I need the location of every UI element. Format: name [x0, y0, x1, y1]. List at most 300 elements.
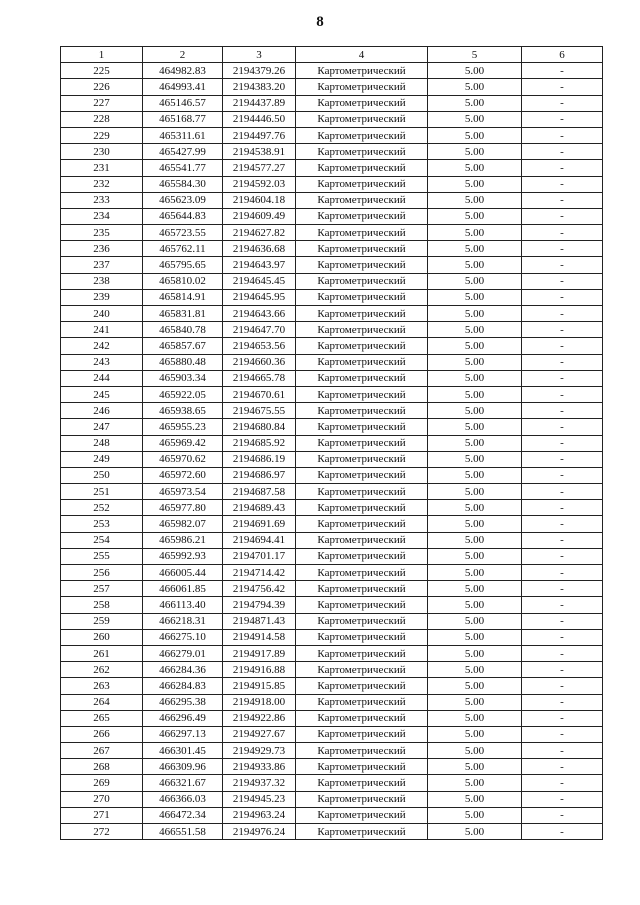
table-row	[61, 645, 603, 661]
table-row	[61, 662, 603, 678]
table-cell: -	[522, 662, 603, 678]
table-cell: -	[522, 645, 603, 661]
table-row	[61, 694, 603, 710]
table-cell: 465880.48	[143, 354, 223, 370]
table-cell: Картометрический	[296, 273, 428, 289]
table-row	[61, 775, 603, 791]
table-cell: Картометрический	[296, 160, 428, 176]
table-cell: -	[522, 500, 603, 516]
table-row	[61, 791, 603, 807]
table-cell: 237	[61, 257, 143, 273]
table-cell: -	[522, 824, 603, 840]
table-cell: Картометрический	[296, 322, 428, 338]
table-row	[61, 241, 603, 257]
table-cell: 2194645.45	[223, 273, 296, 289]
table-cell: 466113.40	[143, 597, 223, 613]
table-cell: 243	[61, 354, 143, 370]
table-cell: 466551.58	[143, 824, 223, 840]
table-cell: 465623.09	[143, 192, 223, 208]
table-cell: 5.00	[428, 208, 522, 224]
table-cell: 250	[61, 467, 143, 483]
table-cell: -	[522, 403, 603, 419]
table-cell: 466284.83	[143, 678, 223, 694]
table-cell: 256	[61, 565, 143, 581]
table-cell: 5.00	[428, 144, 522, 160]
table-cell: Картометрический	[296, 775, 428, 791]
table-cell: -	[522, 79, 603, 95]
table-cell: 5.00	[428, 306, 522, 322]
table-row	[61, 629, 603, 645]
table-cell: 269	[61, 775, 143, 791]
table-cell: 5.00	[428, 95, 522, 111]
table-cell: 464993.41	[143, 79, 223, 95]
table-cell: -	[522, 63, 603, 79]
table-cell: 5.00	[428, 63, 522, 79]
table-cell: 259	[61, 613, 143, 629]
table-cell: Картометрический	[296, 532, 428, 548]
table-cell: -	[522, 548, 603, 564]
table-cell: -	[522, 743, 603, 759]
table-cell: 2194577.27	[223, 160, 296, 176]
table-row	[61, 516, 603, 532]
table-cell: 254	[61, 532, 143, 548]
table-cell: 5.00	[428, 484, 522, 500]
table-cell: 2194694.41	[223, 532, 296, 548]
table-row	[61, 176, 603, 192]
table-cell: 465982.07	[143, 516, 223, 532]
table-row	[61, 257, 603, 273]
table-row	[61, 565, 603, 581]
table-cell: -	[522, 160, 603, 176]
table-cell: 5.00	[428, 807, 522, 823]
table-cell: -	[522, 127, 603, 143]
table-cell: 245	[61, 386, 143, 402]
table-cell: 2194927.67	[223, 726, 296, 742]
table-cell: 2194933.86	[223, 759, 296, 775]
table-cell: 2194446.50	[223, 111, 296, 127]
table-cell: 466321.67	[143, 775, 223, 791]
table-cell: 5.00	[428, 273, 522, 289]
table-cell: -	[522, 306, 603, 322]
table-cell: 2194437.89	[223, 95, 296, 111]
table-cell: 466297.13	[143, 726, 223, 742]
table-cell: 5.00	[428, 824, 522, 840]
table-cell: -	[522, 192, 603, 208]
table-cell: 2194756.42	[223, 581, 296, 597]
table-cell: -	[522, 144, 603, 160]
table-cell: 231	[61, 160, 143, 176]
table-cell: 5.00	[428, 678, 522, 694]
table-cell: 5.00	[428, 451, 522, 467]
table-cell: 2194670.61	[223, 386, 296, 402]
table-cell: 247	[61, 419, 143, 435]
table-cell: 5.00	[428, 581, 522, 597]
table-cell: Картометрический	[296, 79, 428, 95]
table-cell: 465986.21	[143, 532, 223, 548]
table-cell: 5.00	[428, 370, 522, 386]
table-cell: 271	[61, 807, 143, 823]
table-cell: 466275.10	[143, 629, 223, 645]
table-row	[61, 306, 603, 322]
table-cell: Картометрический	[296, 726, 428, 742]
table-cell: 2194937.32	[223, 775, 296, 791]
table-cell: 266	[61, 726, 143, 742]
table-row	[61, 678, 603, 694]
table-cell: 2194604.18	[223, 192, 296, 208]
table-cell: 5.00	[428, 613, 522, 629]
table-row	[61, 144, 603, 160]
table-cell: 2194538.91	[223, 144, 296, 160]
table-cell: 252	[61, 500, 143, 516]
table-cell: 2194914.58	[223, 629, 296, 645]
table-cell: 465938.65	[143, 403, 223, 419]
table-cell: Картометрический	[296, 629, 428, 645]
table-cell: 2194689.43	[223, 500, 296, 516]
table-cell: 5.00	[428, 241, 522, 257]
table-cell: 2194609.49	[223, 208, 296, 224]
table-cell: Картометрический	[296, 597, 428, 613]
table-cell: Картометрический	[296, 257, 428, 273]
table-cell: -	[522, 225, 603, 241]
table-cell: 5.00	[428, 467, 522, 483]
table-row	[61, 548, 603, 564]
table-cell: 5.00	[428, 322, 522, 338]
table-cell: 465831.81	[143, 306, 223, 322]
column-header: 3	[223, 47, 296, 63]
table-row	[61, 467, 603, 483]
table-cell: -	[522, 257, 603, 273]
table-cell: 466279.01	[143, 645, 223, 661]
table-row	[61, 451, 603, 467]
table-cell: 5.00	[428, 79, 522, 95]
table-cell: 5.00	[428, 111, 522, 127]
table-cell: -	[522, 95, 603, 111]
table-cell: 465903.34	[143, 370, 223, 386]
table-cell: -	[522, 613, 603, 629]
table-cell: 464982.83	[143, 63, 223, 79]
page-number: 8	[316, 14, 324, 30]
table-cell: 5.00	[428, 419, 522, 435]
table-cell: -	[522, 208, 603, 224]
table-cell: Картометрический	[296, 662, 428, 678]
table-cell: 465311.61	[143, 127, 223, 143]
table-row	[61, 289, 603, 305]
table-cell: 2194922.86	[223, 710, 296, 726]
table-cell: 2194976.24	[223, 824, 296, 840]
table-row	[61, 225, 603, 241]
table-cell: -	[522, 111, 603, 127]
table-cell: Картометрический	[296, 694, 428, 710]
table-cell: Картометрический	[296, 306, 428, 322]
table-cell: -	[522, 370, 603, 386]
table-row	[61, 743, 603, 759]
table-cell: 240	[61, 306, 143, 322]
table-cell: 465857.67	[143, 338, 223, 354]
table-row	[61, 322, 603, 338]
table-cell: 465723.55	[143, 225, 223, 241]
table-cell: 227	[61, 95, 143, 111]
table-cell: Картометрический	[296, 386, 428, 402]
table-cell: 5.00	[428, 710, 522, 726]
column-header: 6	[522, 47, 603, 63]
table-row	[61, 273, 603, 289]
table-cell: Картометрический	[296, 95, 428, 111]
table-cell: 255	[61, 548, 143, 564]
table-cell: -	[522, 467, 603, 483]
table-cell: 465970.62	[143, 451, 223, 467]
table-cell: 5.00	[428, 386, 522, 402]
table-cell: 465973.54	[143, 484, 223, 500]
table-cell: 2194945.23	[223, 791, 296, 807]
table-cell: -	[522, 597, 603, 613]
table-cell: 5.00	[428, 694, 522, 710]
table-cell: Картометрический	[296, 354, 428, 370]
table-cell: 2194643.66	[223, 306, 296, 322]
table-cell: 261	[61, 645, 143, 661]
table-row	[61, 435, 603, 451]
table-cell: 5.00	[428, 597, 522, 613]
table-row	[61, 95, 603, 111]
table-row	[61, 613, 603, 629]
table-cell: 232	[61, 176, 143, 192]
table-cell: Картометрический	[296, 241, 428, 257]
table-row	[61, 63, 603, 79]
table-cell: 2194701.17	[223, 548, 296, 564]
table-cell: 2194963.24	[223, 807, 296, 823]
table-cell: Картометрический	[296, 370, 428, 386]
table-cell: 2194687.58	[223, 484, 296, 500]
table-cell: -	[522, 338, 603, 354]
table-row	[61, 759, 603, 775]
table-cell: 263	[61, 678, 143, 694]
table-cell: 2194918.00	[223, 694, 296, 710]
table-cell: 242	[61, 338, 143, 354]
table-cell: 465969.42	[143, 435, 223, 451]
table-cell: Картометрический	[296, 289, 428, 305]
table-cell: 2194680.84	[223, 419, 296, 435]
table-cell: 238	[61, 273, 143, 289]
table-cell: 2194653.56	[223, 338, 296, 354]
table-row	[61, 338, 603, 354]
table-cell: 465922.05	[143, 386, 223, 402]
table-cell: 466366.03	[143, 791, 223, 807]
table-cell: 267	[61, 743, 143, 759]
table-cell: 466218.31	[143, 613, 223, 629]
table-cell: Картометрический	[296, 111, 428, 127]
table-cell: 2194643.97	[223, 257, 296, 273]
table-cell: 5.00	[428, 645, 522, 661]
table-cell: 466005.44	[143, 565, 223, 581]
coordinates-table	[60, 46, 603, 840]
table-cell: -	[522, 694, 603, 710]
table-cell: 2194592.03	[223, 176, 296, 192]
table-cell: 2194497.76	[223, 127, 296, 143]
table-cell: 465541.77	[143, 160, 223, 176]
table-cell: Картометрический	[296, 710, 428, 726]
table-cell: 465584.30	[143, 176, 223, 192]
table-cell: 239	[61, 289, 143, 305]
table-cell: -	[522, 289, 603, 305]
table-cell: 5.00	[428, 759, 522, 775]
table-cell: 466472.34	[143, 807, 223, 823]
table-cell: Картометрический	[296, 176, 428, 192]
table-cell: 264	[61, 694, 143, 710]
table-row	[61, 824, 603, 840]
table-cell: -	[522, 386, 603, 402]
table-row	[61, 500, 603, 516]
table-cell: 5.00	[428, 532, 522, 548]
table-cell: 465146.57	[143, 95, 223, 111]
table-cell: 5.00	[428, 662, 522, 678]
table-cell: 465972.60	[143, 467, 223, 483]
table-cell: -	[522, 629, 603, 645]
table-cell: -	[522, 807, 603, 823]
table-cell: 5.00	[428, 176, 522, 192]
table-cell: 465955.23	[143, 419, 223, 435]
column-header: 1	[61, 47, 143, 63]
table-cell: 466301.45	[143, 743, 223, 759]
table-cell: 465992.93	[143, 548, 223, 564]
table-cell: 234	[61, 208, 143, 224]
table-row	[61, 807, 603, 823]
table-cell: 270	[61, 791, 143, 807]
table-cell: 2194627.82	[223, 225, 296, 241]
table-row	[61, 111, 603, 127]
table-cell: 236	[61, 241, 143, 257]
table-cell: 225	[61, 63, 143, 79]
table-row	[61, 160, 603, 176]
table-cell: 5.00	[428, 629, 522, 645]
table-cell: Картометрический	[296, 451, 428, 467]
table-cell: Картометрический	[296, 548, 428, 564]
table-cell: 2194685.92	[223, 435, 296, 451]
table-cell: 233	[61, 192, 143, 208]
table-cell: 262	[61, 662, 143, 678]
table-cell: Картометрический	[296, 613, 428, 629]
table-cell: Картометрический	[296, 403, 428, 419]
table-cell: 465977.80	[143, 500, 223, 516]
table-cell: Картометрический	[296, 63, 428, 79]
column-header: 5	[428, 47, 522, 63]
table-cell: 249	[61, 451, 143, 467]
table-cell: 2194917.89	[223, 645, 296, 661]
table-row	[61, 710, 603, 726]
table-cell: Картометрический	[296, 516, 428, 532]
table-cell: 265	[61, 710, 143, 726]
table-cell: Картометрический	[296, 500, 428, 516]
table-cell: -	[522, 419, 603, 435]
table-row	[61, 127, 603, 143]
table-cell: 465168.77	[143, 111, 223, 127]
table-cell: Картометрический	[296, 484, 428, 500]
table-cell: 230	[61, 144, 143, 160]
table-cell: 5.00	[428, 225, 522, 241]
table-cell: -	[522, 726, 603, 742]
table-cell: -	[522, 176, 603, 192]
table-cell: 5.00	[428, 435, 522, 451]
table-cell: 5.00	[428, 500, 522, 516]
table-cell: Картометрический	[296, 144, 428, 160]
table-cell: 465762.11	[143, 241, 223, 257]
table-cell: 2194915.85	[223, 678, 296, 694]
table-cell: 2194916.88	[223, 662, 296, 678]
table-cell: 2194665.78	[223, 370, 296, 386]
table-cell: Картометрический	[296, 807, 428, 823]
table-cell: 5.00	[428, 403, 522, 419]
table-cell: Картометрический	[296, 824, 428, 840]
table-cell: 5.00	[428, 127, 522, 143]
table-cell: 268	[61, 759, 143, 775]
table-cell: 466296.49	[143, 710, 223, 726]
table-cell: 5.00	[428, 775, 522, 791]
table-cell: 5.00	[428, 565, 522, 581]
table-cell: 229	[61, 127, 143, 143]
table-cell: 5.00	[428, 289, 522, 305]
table-cell: 466284.36	[143, 662, 223, 678]
table-cell: 465840.78	[143, 322, 223, 338]
table-cell: Картометрический	[296, 467, 428, 483]
column-header: 4	[296, 47, 428, 63]
table-row	[61, 597, 603, 613]
table-cell: 258	[61, 597, 143, 613]
table-cell: 465795.65	[143, 257, 223, 273]
table-cell: -	[522, 484, 603, 500]
table-cell: 465427.99	[143, 144, 223, 160]
table-cell: -	[522, 273, 603, 289]
table-cell: 2194660.36	[223, 354, 296, 370]
table-cell: 5.00	[428, 160, 522, 176]
table-cell: Картометрический	[296, 759, 428, 775]
table-body	[61, 63, 603, 840]
table-cell: 2194379.26	[223, 63, 296, 79]
table-cell: -	[522, 241, 603, 257]
table-cell: -	[522, 451, 603, 467]
table-cell: 2194675.55	[223, 403, 296, 419]
table-row	[61, 192, 603, 208]
table-cell: 465644.83	[143, 208, 223, 224]
table-row	[61, 354, 603, 370]
table-cell: 260	[61, 629, 143, 645]
table-cell: 241	[61, 322, 143, 338]
table-cell: 466309.96	[143, 759, 223, 775]
table-cell: Картометрический	[296, 435, 428, 451]
table-cell: -	[522, 565, 603, 581]
table-cell: 244	[61, 370, 143, 386]
table-row	[61, 484, 603, 500]
table-cell: 248	[61, 435, 143, 451]
table-cell: Картометрический	[296, 743, 428, 759]
table-row	[61, 419, 603, 435]
table-cell: 2194647.70	[223, 322, 296, 338]
table-cell: 5.00	[428, 257, 522, 273]
column-header: 2	[143, 47, 223, 63]
table-cell: 5.00	[428, 726, 522, 742]
table-cell: 5.00	[428, 516, 522, 532]
table-cell: 251	[61, 484, 143, 500]
table-cell: -	[522, 759, 603, 775]
table-cell: 466061.85	[143, 581, 223, 597]
table-row	[61, 208, 603, 224]
table-cell: 2194929.73	[223, 743, 296, 759]
table-row	[61, 726, 603, 742]
table-cell: 2194636.68	[223, 241, 296, 257]
table-cell: Картометрический	[296, 645, 428, 661]
table-row	[61, 403, 603, 419]
table-row	[61, 581, 603, 597]
table-cell: 5.00	[428, 743, 522, 759]
table-cell: Картометрический	[296, 791, 428, 807]
table-cell: Картометрический	[296, 565, 428, 581]
